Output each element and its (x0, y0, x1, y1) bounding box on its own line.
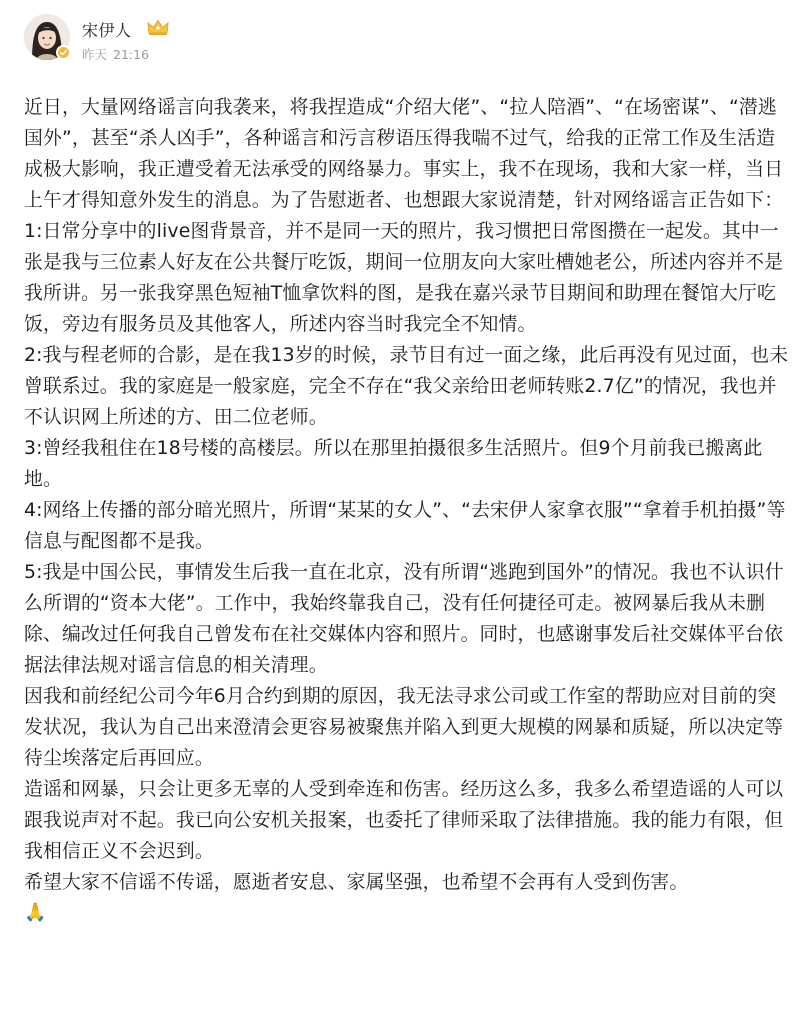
post-paragraph-5: 5:我是中国公民，事情发生后我一直在北京，没有所谓“逃跑到国外”的情况。我也不认识什么所谓的“资本大佬”。工作中，我始终靠我自己，没有任何捷径可走。被网暴后我从未删除、编改过任何我自己曾发布在社交媒体内容和照片。同时，也感谢事发后社交媒体平台依据法律法规对谣言信息的相关清理。 (24, 562, 784, 676)
post-paragraph-closing: 希望大家不信谣不传谣，愿逝者安息、家属坚强，也希望不会再有人受到伤害。 (24, 872, 689, 893)
post-paragraph-2: 2:我与程老师的合影，是在我13岁的时候，录节目有过一面之缘，此后再没有见过面，也未曾联系过。我的家庭是一般家庭，完全不存在“我父亲给田老师转账2.7亿”的情况，我也并不认识网上所述的方、田二位老师。 (24, 345, 789, 428)
post-paragraph-rumors: 造谣和网暴，只会让更多无辜的人受到牵连和伤害。经历这么多，我多么希望造谣的人可以跟我说声对不起。我已向公安机关报案，也委托了律师采取了法律措施。我的能力有限，但我相信正义不会迟到。 (24, 779, 784, 862)
verified-badge-icon (56, 45, 71, 60)
praying-hands-icon: 🙏 (24, 902, 47, 923)
crown-icon[interactable] (146, 18, 170, 36)
timestamp-time: 21:16 (113, 47, 150, 62)
post-paragraph-intro: 近日，大量网络谣言向我袭来，将我捏造成“介绍大佬”、“拉人陪酒”、“在场密谋”、“潜逃国外”，甚至“杀人凶手”，各种谣言和污言秽语压得我喘不过气，给我的正常工作及生活造成极大影响，我正遭受着无法承受的网络暴力。事实上，我不在现场，我和大家一样，当日上午才得知意外发生的消息。为了告慰逝者、也想跟大家说清楚，针对网络谣言正告如下： (24, 97, 784, 211)
post-paragraph-agency: 因我和前经纪公司今年6月合约到期的原因，我无法寻求公司或工作室的帮助应对目前的突发状况，我认为自己出来澄清会更容易被聚焦并陷入到更大规模的网暴和质疑，所以决定等待尘埃落定后再回应。 (24, 686, 784, 769)
post-paragraph-4: 4:网络上传播的部分暗光照片，所谓“某某的女人”、“去宋伊人家拿衣服”“拿着手机拍摄”等信息与配图都不是我。 (24, 500, 786, 552)
author-name[interactable]: 宋伊人 (82, 21, 132, 40)
post-body (24, 92, 794, 926)
post-paragraph-3: 3:曾经我租住在18号楼的高楼层。所以在那里拍摄很多生活照片。但9个月前我已搬离此地。 (24, 438, 763, 490)
post-timestamp (82, 45, 155, 63)
post-paragraph-1: 1:日常分享中的live图背景音，并不是同一天的照片，我习惯把日常图攒在一起发。其中一张是我与三位素人好友在公共餐厅吃饭，期间一位朋友向大家吐槽她老公，所述内容并不是我所讲。另一张我穿黑色短袖T恤拿饮料的图，是我在嘉兴录节目期间和助理在餐馆大厅吃饭，旁边有服务员及其他客人，所述内容当时我完全不知情。 (24, 221, 784, 335)
timestamp-day: 昨天 (82, 47, 108, 62)
post-header (24, 14, 784, 66)
